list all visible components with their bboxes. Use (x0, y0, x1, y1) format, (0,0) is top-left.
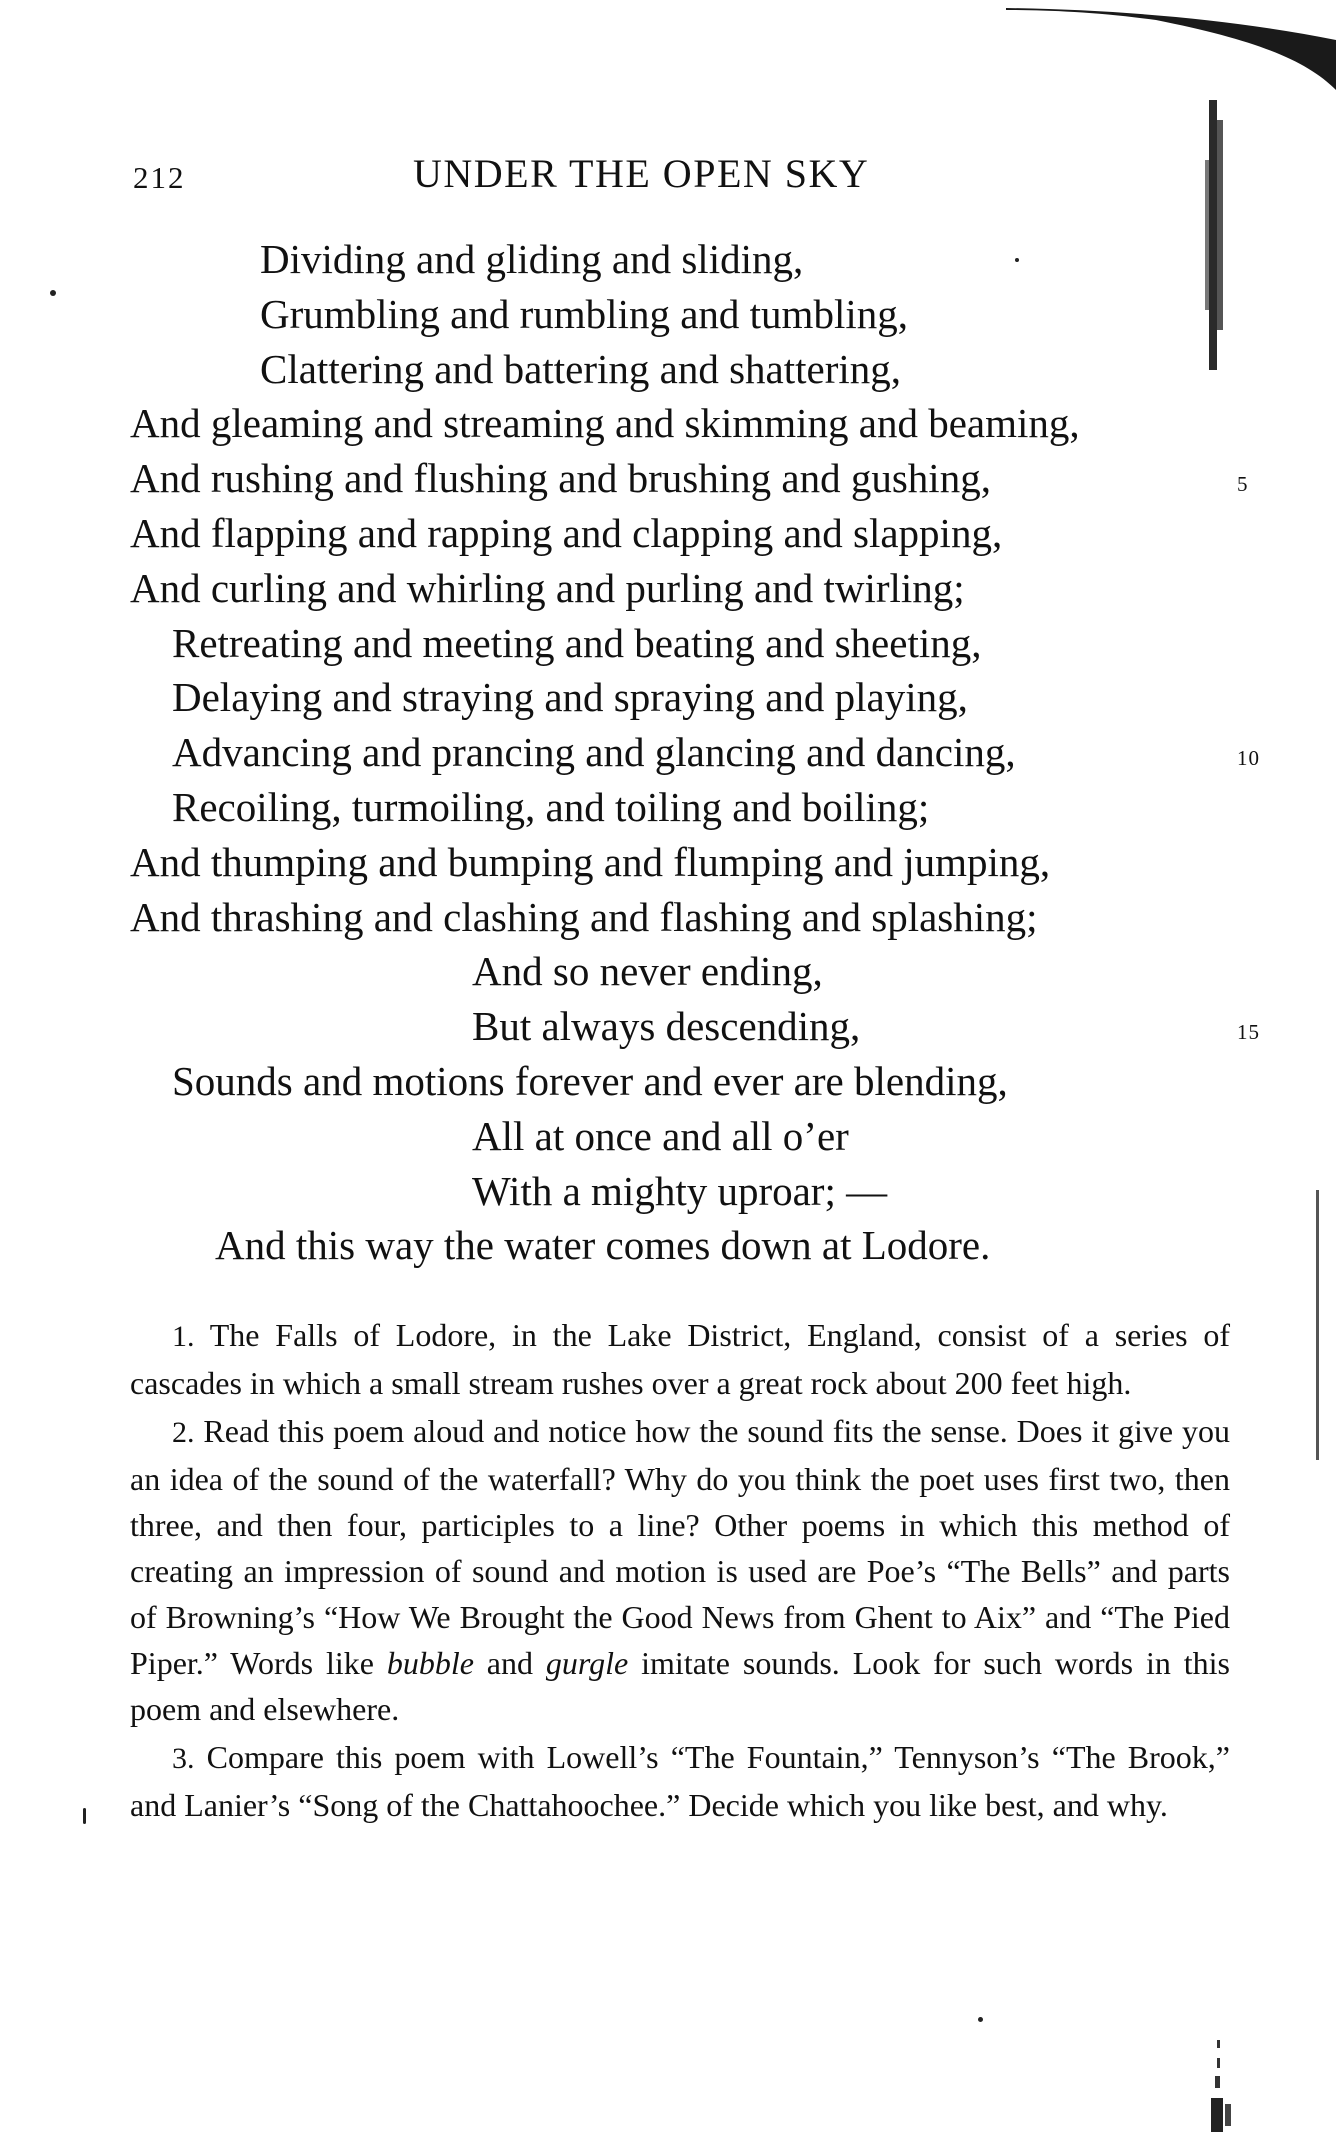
poem-line (130, 342, 1240, 397)
poem-line-text: Recoiling, turmoiling, and toiling and boiling; (172, 783, 930, 830)
note-text: Compare this poem with Lowell’s “The Fountain,” Tennyson’s “The Brook,” and Lanier’s “Song of the Chattahoochee.” Decide which you like best, and why. (130, 1739, 1231, 1823)
note-number: 3. (172, 1742, 195, 1775)
poem-line (130, 451, 1249, 506)
line-number: 5 (1237, 472, 1249, 497)
poem-line (130, 944, 1240, 999)
poem-line (130, 835, 1240, 890)
ink-speck (978, 2017, 983, 2022)
page-number: 212 (133, 160, 186, 195)
study-notes (130, 1312, 1230, 1828)
poem (130, 232, 1260, 1273)
page-header (133, 150, 1223, 210)
poem-line-text: But always descending, (472, 1003, 861, 1050)
corner-ink-mark (1006, 0, 1336, 90)
poem-line (130, 1109, 1240, 1164)
note-item (130, 1408, 1230, 1732)
poem-line (130, 616, 1240, 671)
poem-line (130, 287, 1240, 342)
note-text: and (473, 1645, 546, 1681)
poem-line (130, 232, 1240, 287)
poem-line (130, 396, 1240, 451)
note-number: 1. (172, 1320, 195, 1353)
poem-line (130, 561, 1240, 616)
note-text: imitate sounds. Look for such words in this poem and elsewhere. (130, 1645, 1230, 1727)
poem-line (130, 890, 1240, 945)
poem-line-text: And this way the water comes down at Lodore. (215, 1222, 991, 1269)
poem-line-text: And rushing and flushing and brushing and gushing, (130, 455, 991, 502)
poem-line-text: Sounds and motions forever and ever are blending, (172, 1057, 1008, 1104)
ink-speck (1015, 258, 1019, 262)
note-item (130, 1312, 1230, 1406)
note-emphasis: bubble (386, 1645, 474, 1681)
poem-line (130, 1164, 1240, 1219)
ink-speck (50, 290, 56, 296)
note-number: 2. (172, 1416, 195, 1449)
poem-line-text: With a mighty uproar; — (472, 1167, 888, 1214)
poem-line-text: And gleaming and streaming and skimming and beaming, (130, 400, 1080, 447)
ink-speck (83, 1808, 86, 1824)
line-number: 10 (1237, 746, 1260, 771)
bottom-edge-marks (1205, 2040, 1235, 2135)
poem-line-text: Dividing and gliding and sliding, (260, 236, 804, 282)
note-emphasis: gurgle (545, 1645, 629, 1681)
line-number: 15 (1237, 1020, 1260, 1045)
running-head: UNDER THE OPEN SKY (413, 151, 870, 196)
note-item (130, 1734, 1230, 1828)
poem-line (130, 1054, 1240, 1109)
poem-line-text: And flapping and rapping and clapping and slapping, (130, 509, 1003, 556)
poem-line-text: Advancing and prancing and glancing and dancing, (172, 729, 1016, 776)
poem-line (130, 670, 1240, 725)
poem-line-text: All at once and all o’er (472, 1112, 849, 1159)
poem-line-text: And so never ending, (472, 948, 823, 995)
poem-line-text: Grumbling and rumbling and tumbling, (260, 290, 908, 337)
poem-line (130, 506, 1240, 561)
note-text: The Falls of Lodore, in the Lake District, England, consist of a series of cascades in which a small stream rushes over a great rock about 200 feet high. (130, 1317, 1231, 1401)
note-text: Read this poem aloud and notice how the sound fits the sense. Does it give you an idea of the sound of the waterfall? Why do you think the poet uses first two, then three, and then four, participles to a line? Other poems in which this method of creating an impression of sound and motion is used are Poe’s “The Bells” and parts of Browning’s “How We Brought the Good News from Ghent to Aix” and “The Pied Piper.” Words like (130, 1413, 1231, 1681)
poem-line-text: Clattering and battering and shattering, (260, 345, 902, 392)
poem-line-text: Retreating and meeting and beating and sheeting, (172, 619, 982, 666)
poem-line (130, 780, 1240, 835)
page-edge-rule (1316, 1190, 1319, 1460)
poem-line-text: And thrashing and clashing and flashing and splashing; (130, 893, 1038, 940)
poem-line (130, 999, 1260, 1054)
poem-line (130, 725, 1260, 780)
poem-line-text: And thumping and bumping and flumping and jumping, (130, 838, 1051, 885)
poem-line (130, 1218, 1240, 1273)
poem-line-text: Delaying and straying and spraying and playing, (172, 674, 968, 721)
poem-line-text: And curling and whirling and purling and twirling; (130, 564, 965, 611)
